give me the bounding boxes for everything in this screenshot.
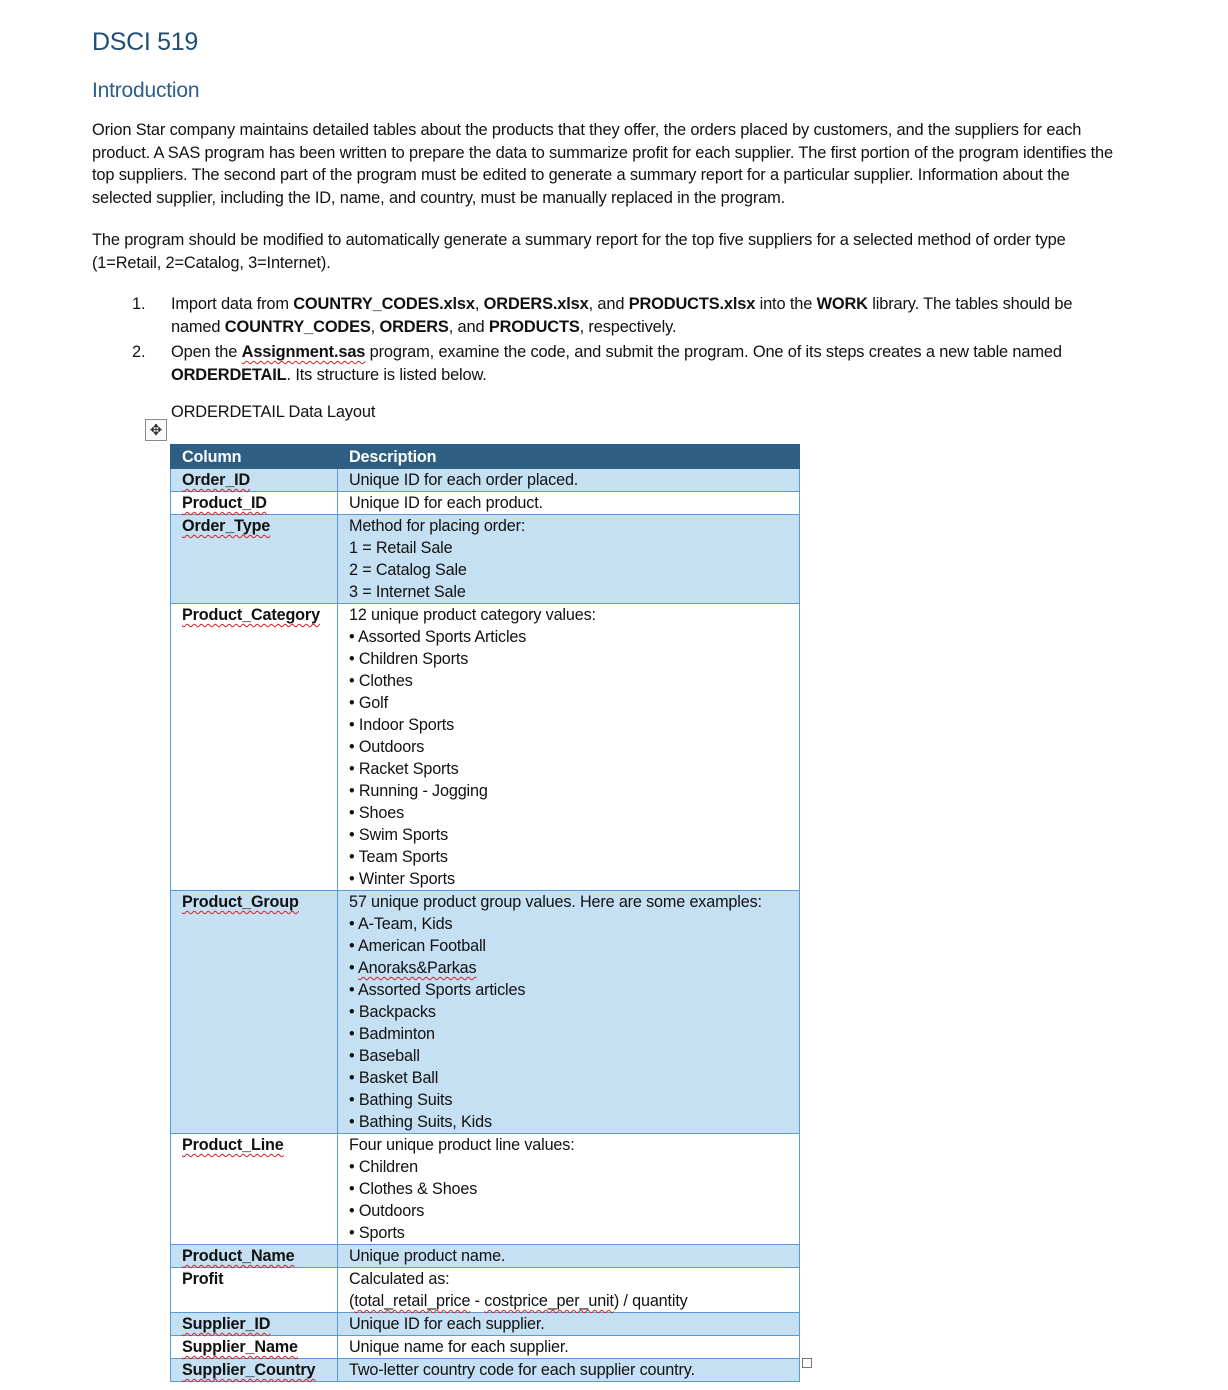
intro-paragraph-2: The program should be modified to automatically generate a summary report for the top five suppliers for a selected method of order type (1=Retail, 2=Catalog, 3=Internet). [92, 231, 1066, 272]
document-title: DSCI 519 [92, 28, 198, 56]
table-row [171, 1359, 800, 1382]
description-cell [338, 515, 800, 604]
description-cell [338, 604, 800, 891]
description-cell [338, 1359, 800, 1382]
description-line: • Anoraks&Parkas [349, 959, 477, 977]
column-name-cell [171, 1336, 338, 1359]
description-line: • Clothes & Shoes [349, 1180, 478, 1198]
description-line: Unique ID for each order placed. [349, 471, 579, 489]
column-name-cell [171, 492, 338, 515]
column-name-cell [171, 604, 338, 891]
table-row [171, 1313, 800, 1336]
column-name: Order_Type [182, 517, 271, 535]
column-name-cell [171, 515, 338, 604]
table-row [171, 492, 800, 515]
description-line: • Children Sports [349, 650, 469, 668]
description-line: Calculated as: [349, 1270, 450, 1288]
column-name-cell [171, 1134, 338, 1245]
description-line: Unique name for each supplier. [349, 1338, 569, 1356]
resize-handle-icon[interactable] [802, 1358, 812, 1368]
intro-paragraph-1: Orion Star company maintains detailed tables about the products that they offer, the orders placed by customers, and the suppliers for each product. A SAS program has been written to prepare the data to summarize profit for each supplier. The first portion of the program identifies the top suppliers. The second part of the program must be edited to generate a summary report for a particular supplier. Information about the selected supplier, including the ID, name, and country, must be manually replaced in the program. [92, 121, 1113, 207]
description-cell [338, 469, 800, 492]
description-line: • Clothes [349, 672, 413, 690]
description-line: • Running - Jogging [349, 782, 488, 800]
column-name: Product_Category [182, 606, 320, 624]
orderdetail-table [170, 444, 800, 1382]
description-line: • Badminton [349, 1025, 435, 1043]
description-line: 3 = Internet Sale [349, 583, 466, 601]
column-name: Product_Name [182, 1247, 295, 1265]
column-name-cell [171, 891, 338, 1134]
description-line: • Baseball [349, 1047, 420, 1065]
description-line: • Bathing Suits [349, 1091, 453, 1109]
table-row [171, 469, 800, 492]
description-line: • Outdoors [349, 738, 425, 756]
description-line: • Bathing Suits, Kids [349, 1113, 492, 1131]
description-line: • Golf [349, 694, 388, 712]
description-line: • Basket Ball [349, 1069, 439, 1087]
description-line: Unique ID for each supplier. [349, 1315, 545, 1333]
description-line: • Assorted Sports articles [349, 981, 526, 999]
column-name: Order_ID [182, 471, 251, 489]
column-name-cell [171, 1359, 338, 1382]
table-row [171, 1134, 800, 1245]
column-name-cell [171, 1313, 338, 1336]
description-line: • Assorted Sports Articles [349, 628, 527, 646]
description-line: (total_retail_price - costprice_per_unit) / quantity [349, 1292, 688, 1310]
description-line: • Sports [349, 1224, 405, 1242]
column-name: Product_Line [182, 1136, 284, 1154]
column-name: Product_ID [182, 494, 267, 512]
description-line: 1 = Retail Sale [349, 539, 453, 557]
list-number: 1. [132, 295, 146, 313]
description-line: • American Football [349, 937, 486, 955]
table-row [171, 1336, 800, 1359]
spellcheck-word: Assignment.sas [241, 343, 366, 361]
table-body [171, 469, 800, 1382]
description-cell [338, 1336, 800, 1359]
description-line: • Outdoors [349, 1202, 425, 1220]
section-heading: Introduction [92, 79, 200, 102]
list-number: 2. [132, 343, 146, 361]
list-text: Open the Assignment.sas program, examine the code, and submit the program. One of its steps creates a new table named ORDERDETAIL. Its structure is listed below. [171, 343, 1062, 384]
description-cell [338, 492, 800, 515]
description-line: • Racket Sports [349, 760, 459, 778]
description-cell [338, 1313, 800, 1336]
column-name: Product_Group [182, 893, 299, 911]
description-line: • Backpacks [349, 1003, 436, 1021]
description-line: Unique ID for each product. [349, 494, 543, 512]
description-line: Two-letter country code for each supplier country. [349, 1361, 695, 1379]
table-row [171, 891, 800, 1134]
column-name-cell [171, 469, 338, 492]
description-line: • Swim Sports [349, 826, 449, 844]
column-name: Supplier_Country [182, 1361, 316, 1379]
description-cell [338, 1245, 800, 1268]
table-row [171, 604, 800, 891]
move-arrows-icon[interactable]: ✥ [145, 419, 167, 441]
description-line: 2 = Catalog Sale [349, 561, 467, 579]
description-line: • Shoes [349, 804, 405, 822]
table-caption: ORDERDETAIL Data Layout [171, 403, 376, 421]
table-row [171, 515, 800, 604]
description-line: 12 unique product category values: [349, 606, 596, 624]
description-cell [338, 1268, 800, 1313]
description-line: • Indoor Sports [349, 716, 455, 734]
description-header: Description [338, 445, 800, 469]
column-name: Supplier_ID [182, 1315, 271, 1333]
description-line: • Team Sports [349, 848, 448, 866]
description-line: • Children [349, 1158, 418, 1176]
column-name-cell [171, 1245, 338, 1268]
description-cell [338, 1134, 800, 1245]
column-header: Column [171, 445, 338, 469]
column-name: Profit [182, 1270, 224, 1288]
description-cell [338, 891, 800, 1134]
column-name-cell [171, 1268, 338, 1313]
table-row [171, 1268, 800, 1313]
description-line: • Winter Sports [349, 870, 455, 888]
table-header-row [171, 445, 800, 469]
description-line: Four unique product line values: [349, 1136, 575, 1154]
description-line: • A-Team, Kids [349, 915, 453, 933]
table-row [171, 1245, 800, 1268]
column-name: Supplier_Name [182, 1338, 298, 1356]
description-line: Unique product name. [349, 1247, 506, 1265]
description-line: 57 unique product group values. Here are some examples: [349, 893, 762, 911]
list-text: Import data from COUNTRY_CODES.xlsx, ORDERS.xlsx, and PRODUCTS.xlsx into the WORK library. The tables should be named COUNTRY_CODES, ORDERS, and PRODUCTS, respectively. [171, 295, 1073, 336]
description-line: Method for placing order: [349, 517, 526, 535]
